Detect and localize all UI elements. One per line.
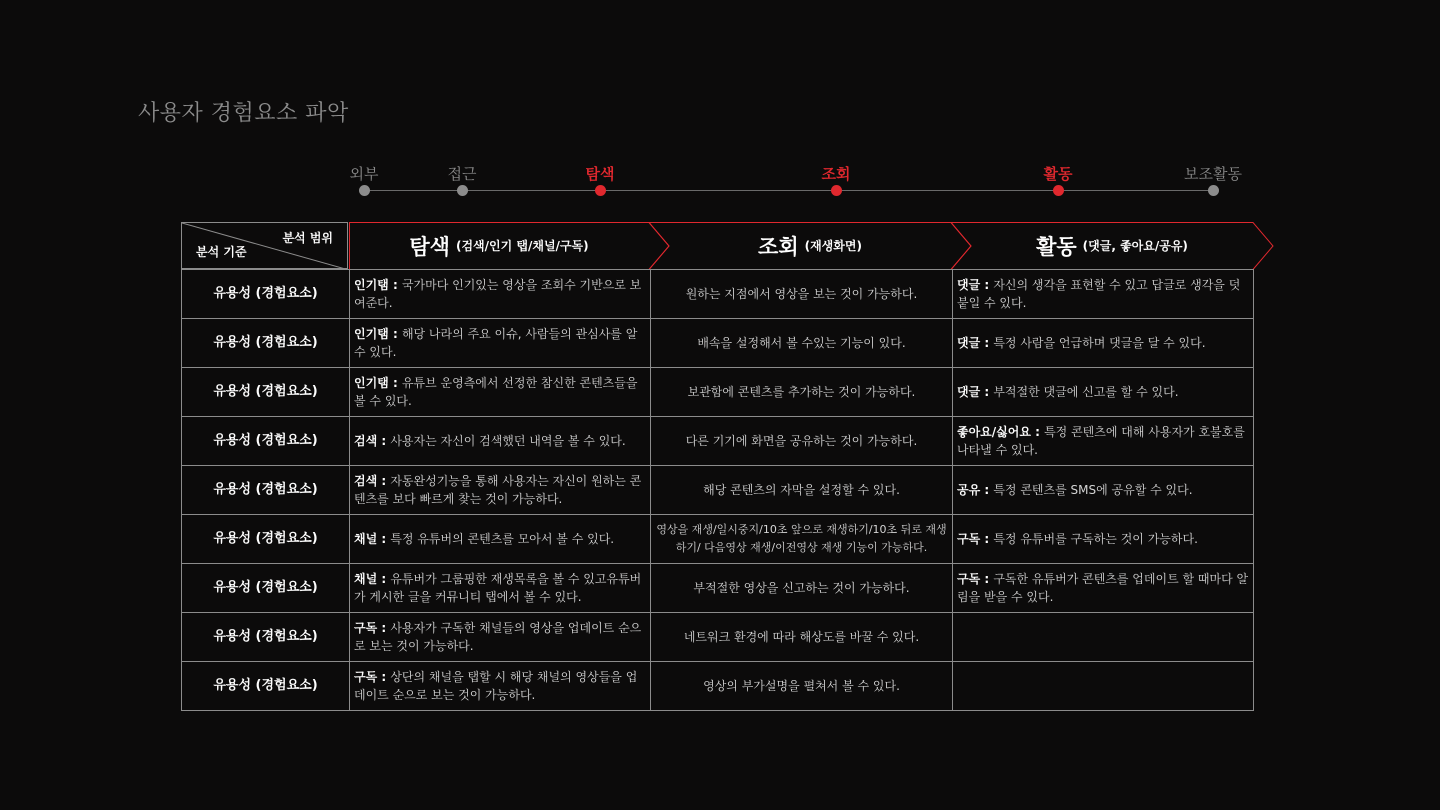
activity-cell-text: 부적절한 댓글에 신고를 할 수 있다. (993, 385, 1179, 399)
view-cell: 영상을 재생/일시중지/10초 앞으로 재생하기/10초 뒤로 재생하기/ 다음영상 재생/이전영상 재생 기능이 가능하다. (651, 515, 953, 564)
search-cell-key: 구독 (354, 621, 378, 635)
activity-cell-text: 특정 콘텐츠를 SMS에 공유할 수 있다. (993, 483, 1193, 497)
search-cell-separator: : (377, 572, 391, 586)
search-cell (350, 368, 651, 417)
table-row (182, 270, 1254, 319)
table-corner-header (181, 222, 348, 269)
corner-label-scope: 분석 범위 (282, 231, 333, 245)
header-activity-sub: (댓글, 좋아요/공유) (1082, 239, 1188, 253)
activity-cell-key: 공유 (957, 483, 981, 497)
header-view-sub: (재생화면) (804, 239, 862, 253)
criterion-cell: 유용성 (경험요소) (182, 564, 350, 613)
timeline-dot (831, 185, 842, 196)
search-cell-text: 사용자는 자신이 검색했던 내역을 볼 수 있다. (390, 434, 626, 448)
search-cell-key: 채널 (354, 572, 378, 586)
criterion-cell: 유용성 (경험요소) (182, 368, 350, 417)
activity-cell (953, 319, 1254, 368)
header-activity-title: 활동 (1036, 234, 1077, 259)
ux-elements-table (181, 269, 1254, 711)
criterion-cell: 유용성 (경험요소) (182, 319, 350, 368)
search-cell-key: 인기탬 (354, 278, 389, 292)
search-cell-text: 자동완성기능을 통해 사용자는 자신이 원하는 콘텐츠를 보다 빠르게 찾는 것이 가능하다. (354, 474, 642, 506)
table-row (182, 466, 1254, 515)
search-cell-separator: : (377, 621, 391, 635)
criterion-cell: 유용성 (경험요소) (182, 662, 350, 711)
timeline-dot (1208, 185, 1219, 196)
view-cell: 부적절한 영상을 신고하는 것이 가능하다. (651, 564, 953, 613)
search-cell-separator: : (377, 670, 391, 684)
search-cell-separator: : (388, 278, 402, 292)
criterion-cell: 유용성 (경험요소) (182, 466, 350, 515)
journey-timeline (349, 163, 1242, 203)
header-search-title: 탐색 (409, 234, 450, 259)
criterion-cell: 유용성 (경험요소) (182, 417, 350, 466)
activity-cell-key: 댓글 (957, 278, 981, 292)
search-cell (350, 662, 651, 711)
search-cell (350, 466, 651, 515)
activity-cell (953, 515, 1254, 564)
table-row (182, 662, 1254, 711)
activity-cell-text: 특정 사람을 언급하며 댓글을 달 수 있다. (993, 336, 1206, 350)
page-title: 사용자 경험요소 파악 (138, 101, 349, 126)
view-cell: 보관함에 콘텐츠를 추가하는 것이 가능하다. (651, 368, 953, 417)
search-cell (350, 564, 651, 613)
activity-cell (953, 417, 1254, 466)
search-cell (350, 319, 651, 368)
activity-cell-text: 구독한 유튜버가 콘텐츠를 업데이트 할 때마다 알림을 받을 수 있다. (957, 572, 1249, 604)
header-activity (971, 222, 1253, 269)
search-cell-text: 유튜브 운영측에서 선정한 참신한 콘텐츠들을 볼 수 있다. (354, 376, 638, 408)
activity-cell (953, 270, 1254, 319)
search-cell (350, 613, 651, 662)
search-cell-key: 인기탬 (354, 327, 389, 341)
activity-cell-text: 특정 유튜버를 구독하는 것이 가능하다. (993, 532, 1198, 546)
corner-label-criteria: 분석 기준 (196, 245, 247, 259)
view-cell: 배속을 설정해서 볼 수있는 기능이 있다. (651, 319, 953, 368)
timeline-line (364, 190, 1214, 191)
activity-cell-text: 자신의 생각을 표현할 수 있고 답글로 생각을 덧붙일 수 있다. (957, 278, 1241, 310)
table-row (182, 564, 1254, 613)
activity-cell-key: 댓글 (957, 336, 981, 350)
search-cell-key: 인기탬 (354, 376, 389, 390)
criterion-cell: 유용성 (경험요소) (182, 515, 350, 564)
view-cell: 해당 콘텐츠의 자막을 설정할 수 있다. (651, 466, 953, 515)
activity-cell-key: 댓글 (957, 385, 981, 399)
search-cell (350, 270, 651, 319)
activity-cell-key: 구독 (957, 532, 981, 546)
table-row (182, 613, 1254, 662)
search-cell-text: 상단의 채널을 탭할 시 해당 채널의 영상들을 업데이트 순으로 보는 것이 가능하다. (354, 670, 638, 702)
search-cell-separator: : (388, 376, 402, 390)
activity-cell-text: 특정 콘텐츠에 대해 사용자가 호불호를 나타낼 수 있다. (957, 425, 1245, 457)
table-row (182, 417, 1254, 466)
table-row (182, 319, 1254, 368)
table-row (182, 515, 1254, 564)
search-cell-key: 검색 (354, 434, 378, 448)
activity-cell (953, 466, 1254, 515)
timeline-dot (457, 185, 468, 196)
search-cell-key: 구독 (354, 670, 378, 684)
search-cell-separator: : (388, 327, 402, 341)
search-cell (350, 417, 651, 466)
header-search-sub: (검색/인기 탭/채널/구독) (455, 239, 589, 253)
header-view-title: 조회 (758, 234, 799, 259)
search-cell-separator: : (377, 532, 391, 546)
activity-cell-key: 좋아요/싫어요 (957, 425, 1031, 439)
activity-cell-separator: : (980, 336, 994, 350)
search-cell-text: 특정 유튜버의 콘텐츠를 모아서 볼 수 있다. (390, 532, 615, 546)
view-cell: 다른 기기에 화면을 공유하는 것이 가능하다. (651, 417, 953, 466)
search-cell-key: 검색 (354, 474, 378, 488)
search-cell-text: 사용자가 구독한 채널들의 영상을 업데이트 순으로 보는 것이 가능하다. (354, 621, 642, 653)
table-row (182, 368, 1254, 417)
view-cell: 네트워크 환경에 따라 해상도를 바꿀 수 있다. (651, 613, 953, 662)
activity-cell-separator: : (1030, 425, 1045, 439)
activity-cell (953, 613, 1254, 662)
activity-cell-separator: : (980, 385, 994, 399)
search-cell-text: 해당 나라의 주요 이슈, 사람들의 관심사를 알 수 있다. (354, 327, 638, 359)
activity-cell (953, 564, 1254, 613)
timeline-dot (359, 185, 370, 196)
activity-cell-separator: : (980, 278, 994, 292)
timeline-step-label: 외부 (349, 165, 379, 183)
criterion-cell: 유용성 (경험요소) (182, 270, 350, 319)
header-view (669, 222, 951, 269)
timeline-step-label: 활동 (1043, 165, 1073, 183)
search-cell-separator: : (377, 474, 391, 488)
timeline-dot (1053, 185, 1064, 196)
search-cell (350, 515, 651, 564)
criterion-cell: 유용성 (경험요소) (182, 613, 350, 662)
search-cell-text: 유튜버가 그룹핑한 재생목록을 볼 수 있고유튜버가 게시한 글을 커뮤니티 탭에서 볼 수 있다. (354, 572, 642, 604)
timeline-dot (595, 185, 606, 196)
activity-cell-separator: : (980, 483, 994, 497)
timeline-step-label: 접근 (447, 165, 477, 183)
activity-cell-key: 구독 (957, 572, 981, 586)
timeline-step-label: 탐색 (585, 165, 615, 183)
view-cell: 영상의 부가설명을 펼쳐서 볼 수 있다. (651, 662, 953, 711)
view-cell: 원하는 지점에서 영상을 보는 것이 가능하다. (651, 270, 953, 319)
activity-cell (953, 662, 1254, 711)
activity-cell-separator: : (980, 572, 994, 586)
activity-cell-separator: : (980, 532, 994, 546)
search-cell-key: 채널 (354, 532, 378, 546)
timeline-step-label: 조회 (821, 165, 851, 183)
search-cell-separator: : (377, 434, 391, 448)
search-cell-text: 국가마다 인기있는 영상을 조회수 기반으로 보여준다. (354, 278, 642, 310)
timeline-step-label: 보조활동 (1184, 165, 1242, 183)
activity-cell (953, 368, 1254, 417)
header-search (349, 222, 649, 269)
